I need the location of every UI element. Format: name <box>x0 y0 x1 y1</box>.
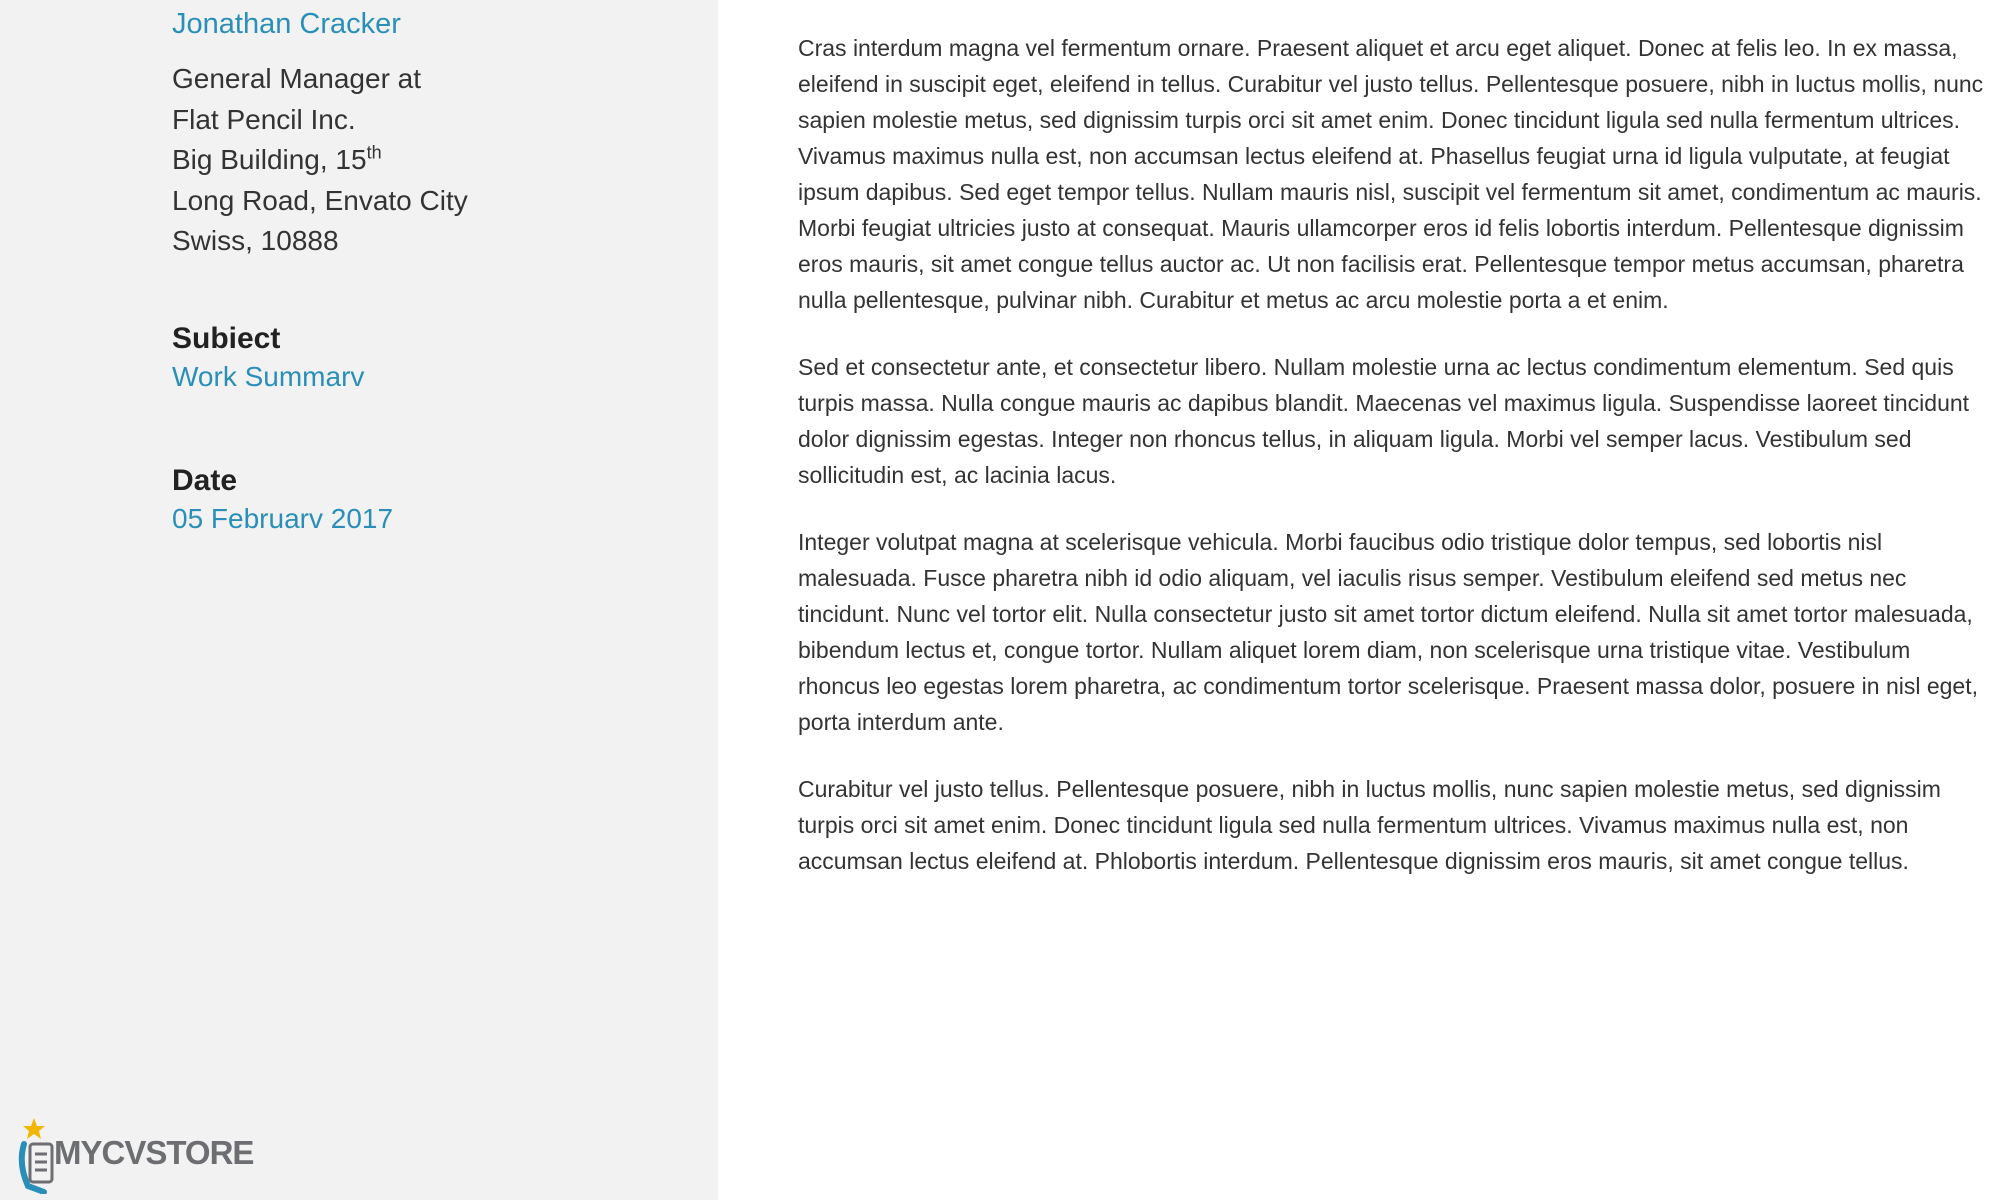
letter-paragraph-1: Cras interdum magna vel fermentum ornare. Praesent aliquet et arcu eget aliquet. Donec at felis leo. In ex massa, eleifend in suscipit eget, eleifend in tellus. Curabitur vel justo tellus. Pellentesque posuere, nibh in luctus mollis, nunc sapien molestie metus, sed dignissim turpis orci sit amet enim. Donec tincidunt ligula sed nulla fermentum ultrices. Vivamus maximus nulla est, non accumsan lectus eleifend at. Phasellus feugiat urna id ligula vulputate, at feugiat ipsum dapibus. Sed eget tempor tellus. Nullam mauris nisl, suscipit vel fermentum sit amet, condimentum ac mauris. Morbi feugiat ultricies justo at consequat. Mauris ullamcorper eros id felis lobortis interdum. Pellentesque dignissim eros mauris, sit amet congue tellus auctor ac. Ut non facilisis erat. Pellentesque tempor metus accumsan, pharetra nulla pellentesque, pulvinar nibh. Curabitur et metus ac arcu molestie porta a et enim. <box>798 35 1984 313</box>
date-label: Date <box>172 464 238 497</box>
recipient-name: Jonathan Cracker <box>172 8 401 40</box>
recipient-address <box>172 59 468 262</box>
brand-logo-text: MYCVSTORE <box>54 1134 254 1171</box>
address-line-street: Long Road, Envato City <box>172 184 468 216</box>
date-value: 05 Februarv 2017 <box>172 503 394 534</box>
letter-paragraph-2: Sed et consectetur ante, et consectetur libero. Nullam molestie urna ac lectus condimentum elementum. Sed quis turpis massa. Nulla congue mauris ac dapibus blandit. Maecenas vel maximus ligula. Suspendisse laoreet tincidunt dolor dignissim egestas. Integer non rhoncus tellus, in aliquam ligula. Morbi vel semper lacus. Vestibulum sed sollicitudin est, ac lacinia lacus. <box>798 354 1970 488</box>
letter-body <box>718 0 2000 1200</box>
address-line-country: Swiss, 10888 <box>172 225 339 256</box>
address-floor-superscript: th <box>366 142 382 163</box>
brand-logo <box>14 1114 254 1194</box>
letter-text <box>798 30 1994 910</box>
recipient-sidebar <box>0 0 718 1200</box>
address-building-text: Big Building, 15 <box>172 144 367 175</box>
address-line-company: Flat Pencil Inc. <box>172 103 356 135</box>
subject-value: Work Summarv <box>172 361 365 392</box>
subject-label: Subiect <box>172 322 281 355</box>
letter-paragraph-3: Integer volutpat magna at scelerisque vehicula. Morbi faucibus odio tristique dolor tempus, sed lobortis nisl malesuada. Fusce pharetra nibh id odio aliquam, vel iaculis risus semper. Vestibulum eleifend sed metus nec tincidunt. Nunc vel tortor elit. Nulla consectetur justo sit amet tortor dictum eleifend. Nulla sit amet tortor malesuada, bibendum lectus et, congue tortor. Nullam aliquet lorem diam, non scelerisque urna tristique vitae. Vestibulum rhoncus leo egestas lorem pharetra, ac condimentum tortor scelerisque. Praesent massa dolor, posuere in nisl eget, porta interdum ante. <box>798 529 1979 735</box>
address-line-building <box>172 140 468 181</box>
letter-paragraph-4: Curabitur vel justo tellus. Pellentesque posuere, nibh in luctus mollis, nunc sapien molestie metus, sed dignissim turpis orci sit amet enim. Donec tincidunt ligula sed nulla fermentum ultrices. Vivamus maximus nulla est, non accumsan lectus eleifend at. Phlobortis interdum. Pellentesque dignissim eros mauris, sit amet congue tellus. <box>798 776 1941 874</box>
address-line-job-title: General Manager at <box>172 63 422 94</box>
